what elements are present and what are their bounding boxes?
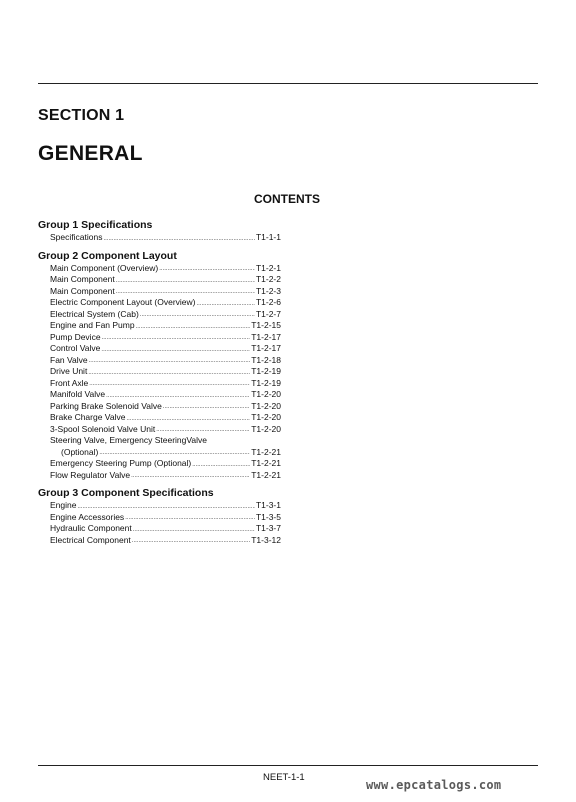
dot-leader [197,300,255,309]
toc-entry-label: Drive Unit [50,366,88,376]
toc-entry [38,355,281,367]
toc-entry [38,378,281,390]
toc-page-number: T1-2-20 [251,423,281,434]
toc-page-number: T1-2-17 [251,331,281,342]
toc-entry [38,263,281,275]
dot-leader [106,392,250,401]
toc-page-number: T1-2-1 [255,262,281,273]
toc-group [38,250,281,482]
toc-entry-label: Emergency Steering Pump (Optional) [50,458,192,468]
dot-leader [89,380,250,389]
toc-page-number: T1-2-20 [251,400,281,411]
toc-page-number: T1-2-21 [251,458,281,468]
toc-entry-label: Front Axle [50,377,89,388]
toc-entry-label: Parking Brake Solenoid Valve [50,400,162,411]
toc-entry-label: Engine and Fan Pump [50,320,135,330]
dot-leader [102,334,251,343]
toc-page-number: T1-2-6 [255,297,281,307]
toc-entry-label: Manifold Valve [50,389,106,399]
toc-entry-continuation: (Optional) [61,446,99,457]
dot-leader [103,235,255,244]
dot-leader [133,526,255,535]
section-title: GENERAL [38,142,143,165]
dot-leader [125,514,255,523]
dot-leader [77,503,254,512]
dot-leader [136,323,251,332]
toc-entry-label: Steering Valve, Emergency SteeringValve [50,435,208,445]
toc-entry [38,535,281,547]
toc-page-number: T1-3-12 [251,534,281,545]
toc-entry [38,309,281,321]
toc-entry [38,332,281,344]
top-rule [38,83,538,84]
dot-leader [131,472,250,481]
toc-entry [38,297,281,309]
toc-entry-label: Flow Regulator Valve [50,469,131,480]
toc-entry [38,232,281,244]
toc-entry-label: Brake Charge Valve [50,412,126,422]
dot-leader [140,311,255,320]
toc-group-title: Group 2 Component Layout [38,249,177,262]
toc-entry [38,412,281,424]
toc-entry-label: Pump Device [50,331,101,342]
toc-entry [38,523,281,535]
toc-group [38,487,281,546]
dot-leader [99,449,250,458]
toc-page-number: T1-2-17 [251,343,281,353]
toc-entry [38,286,281,298]
toc-page-number: T1-3-1 [255,500,281,510]
dot-leader [192,461,250,470]
toc-page-number: T1-2-19 [251,377,281,388]
page-code: NEET-1-1 [263,772,305,783]
dot-leader [126,415,250,424]
toc-page-number: T1-3-7 [255,523,281,533]
toc-entry [38,470,281,482]
dot-leader [156,426,250,435]
toc-entry-label: Engine Accessories [50,511,125,522]
toc-page-number: T1-2-21 [251,469,281,480]
toc-entry-label: Hydraulic Component [50,523,132,533]
toc-entry-label: Specifications [50,232,103,242]
toc-page-number: T1-2-18 [251,354,281,365]
toc-page-number: T1-1-1 [255,232,281,242]
toc-entry [38,401,281,413]
toc-entry-label: Electrical Component [50,534,131,545]
watermark: www.epcatalogs.com [366,778,502,792]
toc-page-number: T1-2-21 [251,446,281,457]
dot-leader [163,403,250,412]
toc-entry [38,320,281,332]
dot-leader [88,369,250,378]
toc-entry-label: Electric Component Layout (Overview) [50,297,196,307]
toc-entry-label: Control Valve [50,343,101,353]
toc-entry-label: Main Component [50,274,115,284]
toc-entry [38,458,281,470]
contents-heading: CONTENTS [254,192,320,206]
toc-entry [38,447,281,459]
toc-entry [38,389,281,401]
toc-group [38,219,281,244]
toc-page-number: T1-2-20 [251,412,281,422]
toc-page-number: T1-2-7 [255,308,281,319]
toc-group-title: Group 1 Specifications [38,219,153,231]
toc-entry-label: Main Component [50,285,115,296]
toc-page-number: T1-3-5 [255,511,281,522]
dot-leader [101,346,250,355]
table-of-contents [38,219,281,546]
toc-entry-label: Engine [50,500,77,510]
toc-entry-label: 3-Spool Solenoid Valve Unit [50,423,156,434]
toc-page-number: T1-2-19 [251,366,281,376]
toc-entry [38,500,281,512]
dot-leader [132,537,250,546]
toc-entry [38,274,281,286]
dot-leader [116,288,255,297]
toc-entry-label: Fan Valve [50,354,88,365]
toc-entry [38,424,281,436]
toc-page-number: T1-2-2 [255,274,281,284]
toc-page-number: T1-2-3 [255,285,281,296]
dot-leader [159,265,255,274]
toc-group-title: Group 3 Component Specifications [38,487,214,499]
bottom-rule [38,765,538,766]
toc-page-number: T1-2-20 [251,389,281,399]
toc-entry [38,343,281,355]
toc-entry [38,512,281,524]
toc-page-number: T1-2-15 [251,320,281,330]
toc-entry-label: Main Component (Overview) [50,262,159,273]
toc-entry-label: Electrical System (Cab) [50,308,139,319]
section-label: SECTION 1 [38,107,125,124]
dot-leader [89,357,251,366]
dot-leader [116,277,255,286]
toc-entry [38,366,281,378]
